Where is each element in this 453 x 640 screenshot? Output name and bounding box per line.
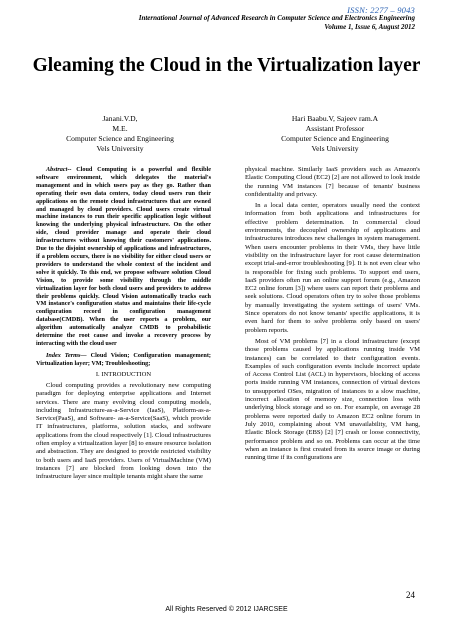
page-number: 24 xyxy=(406,590,415,600)
left-paragraph: Cloud computing provides a revolutionary new computing paradigm for deploying enterprise applications and Internet services. There are many evolving cloud computing models, including Infrastructure-as-a-Service (IaaS), Platform-as-a-Service(PaaS), and Software- as-a-Service(SaaS), which provide IT infrastructures, platforms, solution stacks, and software applications from the cloud respectively [1]. Cloud infrastructures often employ a virtualization layer [8] to ensure resource isolation and abstraction. They are designed to provide restricted visibility to both users and IaaS providers. Users of VirtualMachine (VM) instances [7] are blocked from looking down into the infrastructure layer since multiple tenants might share the same xyxy=(36,381,211,481)
index-terms xyxy=(36,352,211,368)
paper-title: Gleaming the Cloud in the Virtualization layer xyxy=(32,55,421,76)
right-paragraph: Most of VM problems [7] in a cloud infrastructure (except those problems caused by applications running inside VM instances) can be correlated to their configuration events. Examples of such configuration events include incorrect update of Access Control List (ACL) in hypervisors, blocking of access ports inside running VM instances, connection of virtual devices to unsupported OSes, migration of instances to a slow machine, incorrect allocation of memory size, connection loss with underlying block storage and so on. For example, on average 28 problems were reported daily to Amazon EC2 online forum in July 2010, complaining about VM unavailability, VM hang, Elastic Block Storage (EBS) [2] [7] crash or loose connectivity, performance problem and so on. Problems can occur at the time when an instance is first created from its source image or during running time if its configurations are xyxy=(245,337,420,462)
section-heading-introduction: I. INTRODUCTION xyxy=(95,370,152,378)
author-name: Janani.V.D, xyxy=(102,114,138,123)
abstract-lead: Abstract-- xyxy=(46,166,72,173)
author-org: Vels University xyxy=(96,144,144,153)
index-terms-lead: Index Terms— xyxy=(46,351,87,359)
journal-header xyxy=(55,14,415,32)
author-dept: Computer Science and Engineering xyxy=(281,134,389,143)
issn-label: ISSN: 2277 – 9043 xyxy=(347,5,415,15)
left-column xyxy=(36,166,211,598)
author-block-2 xyxy=(250,114,420,154)
author-name: Hari Baabu.V, Sajeev ram.A xyxy=(291,114,379,123)
right-paragraph: In a local data center, operators usually need the context information from both applications and infrastructures for effective problem determination. In commercial cloud environments, the decoupled ownership of applications and infrastructures introduces new challenges in system management. When users encounter problems in their VMs, they have little visibility on the infrastructure layer for root cause determination except trial-and-error troubleshooting [9]. It is not even clear who is responsible for fixing such problems. To support end users, IaaS providers often run an online support forum (e.g., Amazon EC2 online forum [3]) where users can report their problems and seek solutions. Cloud operators often try to solve those problems by manually investigating the system settings of users' VMs. Since operators do not know tenants' specific applications, it is even hard for them to solve problems only based on users' problem reports. xyxy=(245,202,420,334)
author-degree: M.E. xyxy=(112,124,128,133)
page-footer: All Rights Reserved © 2012 IJARCSEE xyxy=(165,606,288,613)
right-paragraph: physical machine. Similarly IaaS providers such as Amazon's Elastic Computing Cloud (EC2) [2] are not allowed to look inside the running VM instances [7] because of tenants' business confidentiality and privacy. xyxy=(245,166,420,198)
right-column xyxy=(245,166,420,598)
abstract xyxy=(36,166,211,348)
abstract-text: Cloud Computing is a powerful and flexible software environment, which delegates the material's management and in which users pay as they go. Rather than operating their own data centers, today cloud users run their applications on the remote cloud infrastructures that are owned and managed by cloud providers. Cloud users create virtual machine instances to run their specific application logic without knowing the underlying physical infrastructure. On the other side, cloud provider manage and operate their cloud infrastructures without knowing their customers' applications. Due to the disjoint ownership of applications and infrastructures, if a problem occurs, there is no visibility for either cloud users or providers to understand the whole context of the incident and solve it quickly. To this end, we propose software solution Cloud Vision, to provide some visibility through the middle virtualization layer for both cloud users and providers to address their problems quickly. Cloud Vision automatically tracks each VM instance's configuration status and maintains their life-cycle configuration record in configuration management database(CMDB). When the user reports a problem, our algorithm automatically analyze CMDB to probabilistic determine the root cause and invoke a recovery process by interacting with the cloud user xyxy=(36,166,211,347)
author-block-1 xyxy=(35,114,205,154)
author-degree: Assistant Professor xyxy=(305,124,365,133)
journal-volume: Volume 1, Issue 6, August 2012 xyxy=(324,23,415,31)
author-org: Vels University xyxy=(311,144,359,153)
author-dept: Computer Science and Engineering xyxy=(66,134,174,143)
index-terms-text: Cloud Vision; Configuration management; Virtualization layer; VM; Troubleshooting; xyxy=(36,351,211,367)
journal-name: International Journal of Advanced Research in Computer Science and Electronics Engineering xyxy=(138,14,415,22)
